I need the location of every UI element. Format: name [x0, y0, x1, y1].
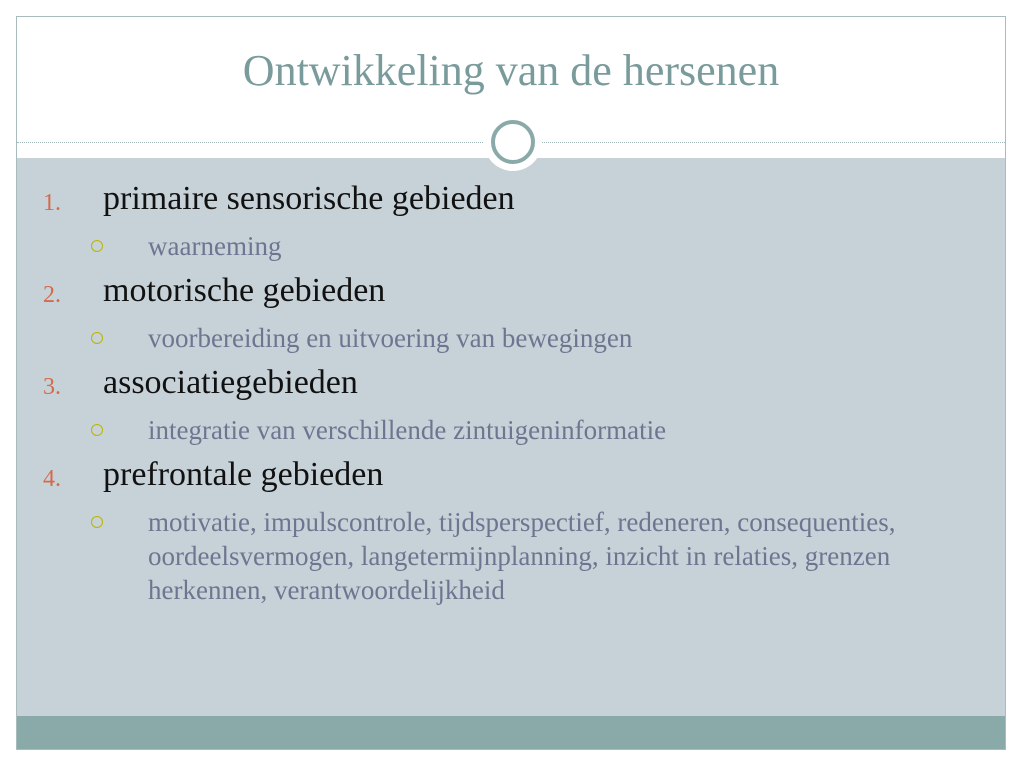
sub-item-text: motivatie, impulscontrole, tijdsperspectief, redeneren, consequenties, oordeelsvermogen, langetermijnplanning, inzicht in relaties, grenzen herkennen, verantwoordelijkheid [148, 507, 896, 605]
list-number: 4. [43, 466, 61, 492]
list-item-text: associatiegebieden [103, 364, 358, 401]
slide-title: Ontwikkeling van de hersenen [242, 46, 780, 95]
slide [16, 16, 1006, 750]
hollow-circle-bullet-icon [91, 332, 103, 344]
sub-item-text: integratie van verschillende zintuigeninformatie [148, 415, 667, 445]
list-number: 1. [43, 190, 61, 216]
sub-item-text: waarneming [148, 231, 282, 261]
ring-icon [484, 113, 542, 171]
list-item-text: prefrontale gebieden [103, 456, 384, 493]
footer-bar [17, 716, 1005, 750]
list-number: 3. [43, 374, 61, 400]
list-item-text: primaire sensorische gebieden [103, 180, 515, 217]
hollow-circle-bullet-icon [91, 516, 103, 528]
content-area [17, 158, 1005, 716]
sub-item-text: voorbereiding en uitvoering van bewegingen [148, 323, 633, 353]
hollow-circle-bullet-icon [91, 424, 103, 436]
list-item-text: motorische gebieden [103, 272, 386, 309]
list-number: 2. [43, 282, 61, 308]
hollow-circle-bullet-icon [91, 240, 103, 252]
